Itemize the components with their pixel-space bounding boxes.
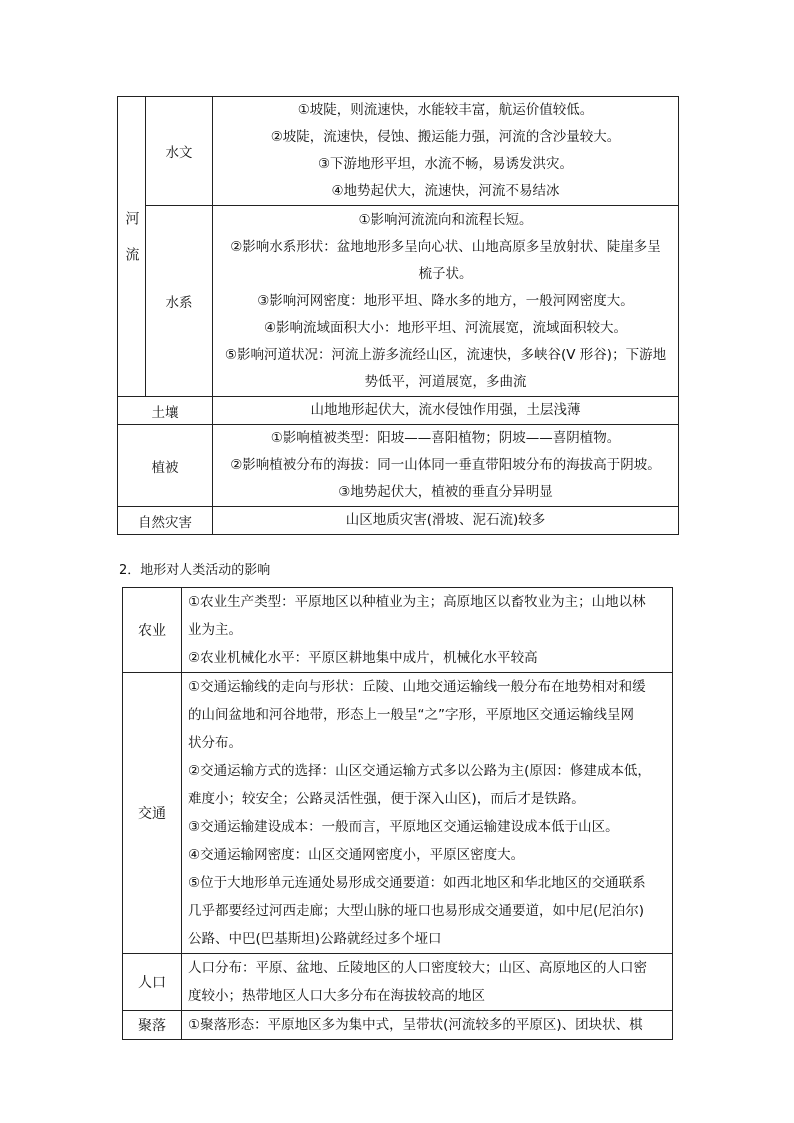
river-system-line: ①影响河流流向和流程长短。 — [358, 211, 533, 228]
soil-label: 土壤 — [118, 397, 213, 425]
transport-label: 交通 — [123, 673, 182, 954]
agriculture-line: 业为主。 — [188, 622, 242, 638]
river-system-line: ⑤影响河道状况：河流上游多流经山区，流速快，多峡谷(V 形谷)；下游地 — [224, 346, 667, 363]
settlement-line: ①聚落形态：平原地区多为集中式，呈带状(河流较多的平原区)、团块状、棋 — [188, 1017, 643, 1033]
vegetation-label: 植被 — [118, 425, 213, 507]
soil-content: 山地地形起伏大，流水侵蚀作用强，土层浅薄 — [213, 397, 679, 425]
population-line: 度较小；热带地区人口大多分布在海拔较高的地区 — [188, 988, 485, 1004]
hydrology-line: ③下游地形平坦，水流不畅，易诱发洪灾。 — [317, 156, 574, 172]
population-label: 人口 — [123, 954, 182, 1011]
vegetation-line: ①影响植被类型：阳坡——喜阳植物；阴坡——喜阴植物。 — [270, 430, 621, 446]
settlement-content — [182, 1011, 673, 1040]
river-system-line: ④影响流域面积大小：地形平坦、河流展宽，流域面积较大。 — [263, 319, 628, 336]
transport-line: 几乎都要经过河西走廊；大型山脉的垭口也易形成交通要道，如中尼(尼泊尔) — [188, 903, 645, 919]
transport-line: 难度小；较安全；公路灵活性强，便于深入山区)，而后才是铁路。 — [188, 791, 585, 807]
settlement-label: 聚落 — [123, 1011, 182, 1040]
hydrology-line: ①坡陡，则流速快，水能较丰富，航运价值较低。 — [297, 102, 594, 118]
river-system-line: ③影响河网密度：地形平坦、降水多的地方，一般河网密度大。 — [257, 292, 634, 309]
section-title: 2．地形对人类活动的影响 — [119, 563, 271, 578]
terrain-nature-table — [117, 96, 679, 535]
agriculture-line: ①农业生产类型：平原地区以种植业为主；高原地区以畜牧业为主；山地以林 — [188, 594, 646, 610]
transport-line: ③交通运输建设成本：一般而言，平原地区交通运输建设成本低于山区。 — [188, 819, 619, 835]
disaster-label: 自然灾害 — [118, 507, 213, 535]
hydrology-line: ②坡陡，流速快，侵蚀、搬运能力强，河流的含沙量较大。 — [270, 129, 621, 145]
transport-line: 的山间盆地和河谷地带，形态上一般呈“之”字形，平原地区交通运输线呈网 — [188, 707, 634, 723]
agriculture-label: 农业 — [123, 588, 182, 673]
river-system-label: 水系 — [146, 206, 213, 397]
vegetation-line: ②影响植被分布的海拔：同一山体同一垂直带阳坡分布的海拔高于阴坡。 — [230, 457, 661, 473]
river-system-content — [213, 206, 679, 397]
river-header-cell — [118, 97, 146, 397]
agriculture-line: ②农业机械化水平：平原区耕地集中成片，机械化水平较高 — [188, 650, 538, 666]
population-line: 人口分布：平原、盆地、丘陵地区的人口密度较大；山区、高原地区的人口密 — [188, 960, 647, 976]
river-label: 河流 — [123, 210, 140, 283]
river-system-line: 梳子状。 — [418, 265, 473, 282]
population-content — [182, 954, 673, 1011]
vegetation-line: ③地势起伏大，植被的垂直分异明显 — [338, 484, 553, 500]
transport-line: ②交通运输方式的选择：山区交通运输方式多以公路为主(原因：修建成本低， — [188, 763, 651, 779]
transport-line: ①交通运输线的走向与形状：丘陵、山地交通运输线一般分布在地势相对和缓 — [188, 679, 646, 695]
hydrology-label: 水文 — [146, 97, 213, 206]
terrain-human-activity-table — [122, 587, 673, 1040]
river-system-line: 势低平，河道展宽，多曲流 — [364, 373, 527, 390]
transport-line: ⑤位于大地形单元连通处易形成交通要道：如西北地区和华北地区的交通联系 — [188, 875, 646, 891]
hydrology-content — [213, 97, 679, 206]
hydrology-line: ④地势起伏大，流速快，河流不易结冰 — [331, 183, 560, 199]
river-system-line: ②影响水系形状：盆地地形多呈向心状、山地高原多呈放射状、陡崖多呈 — [230, 238, 661, 255]
disaster-content: 山区地质灾害(滑坡、泥石流)较多 — [213, 507, 679, 535]
vegetation-content — [213, 425, 679, 507]
agriculture-content — [182, 588, 673, 673]
transport-line: ④交通运输网密度：山区交通网密度小，平原区密度大。 — [188, 847, 525, 863]
transport-line: 状分布。 — [188, 735, 242, 751]
transport-line: 公路、中巴(巴基斯坦)公路就经过多个垭口 — [188, 931, 442, 947]
transport-content — [182, 673, 673, 954]
